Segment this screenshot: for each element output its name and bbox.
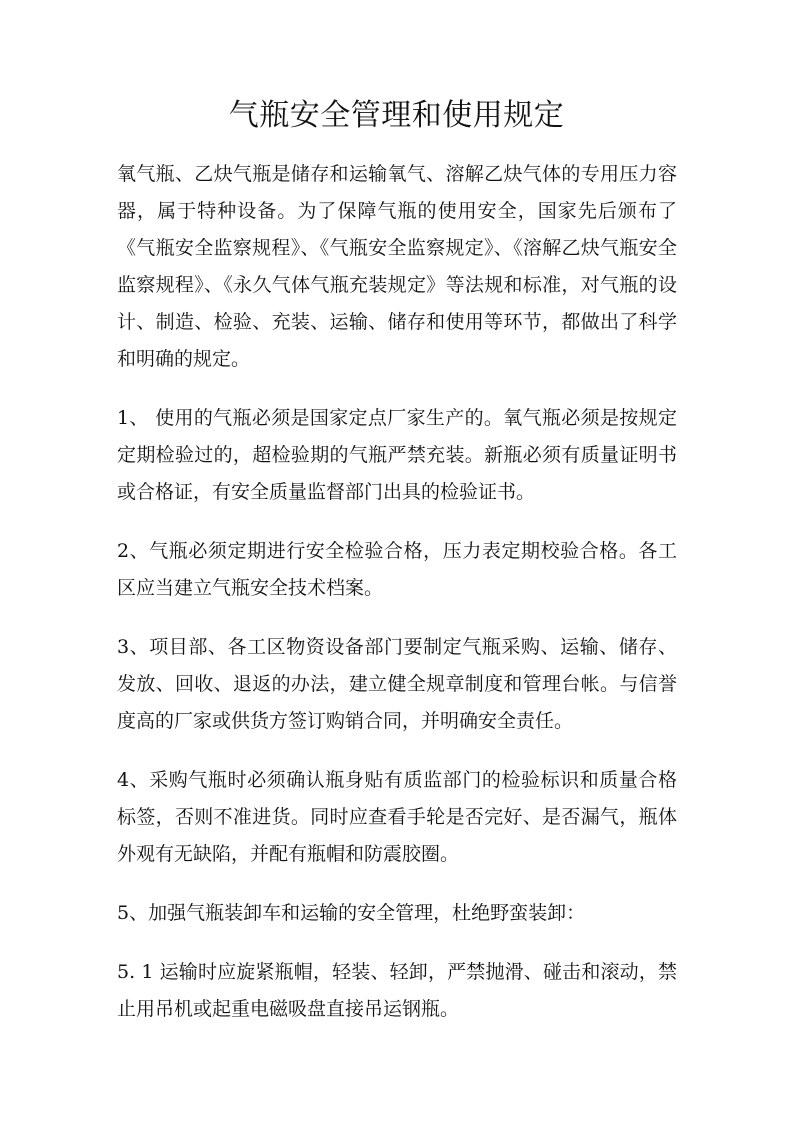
paragraph-item-5-1: 5. 1 运输时应旋紧瓶帽，轻装、轻卸，严禁抛滑、碰击和滚动，禁止用吊机或起重电磁吸盘直接吊运钢瓶。: [117, 961, 677, 1020]
paragraph-item-3: 3、项目部、各工区物资设备部门要制定气瓶采购、运输、储存、发放、回收、退返的办法，建立健全规章制度和管理台帐。与信誉度高的厂家或供货方签订购销合同，并明确安全责任。: [117, 636, 677, 732]
paragraph-intro: 氧气瓶、乙炔气瓶是储存和运输氧气、溶解乙炔气体的专用压力容器，属于特种设备。为了保障气瓶的使用安全，国家先后颁布了《气瓶安全监察规程》、《气瓶安全监察规定》、《溶解乙炔气瓶安全监察规程》、《永久气体气瓶充装规定》等法规和标准，对气瓶的设计、制造、检验、充装、运输、储存和使用等环节，都做出了科学和明确的规定。: [117, 163, 677, 370]
document-title: 气瓶安全管理和使用规定: [228, 98, 565, 133]
paragraph-item-5: 5、加强气瓶装卸车和运输的安全管理，杜绝野蛮装卸：: [117, 902, 586, 924]
paragraph-item-1: 1、 使用的气瓶必须是国家定点厂家生产的。氧气瓶必须是按规定定期检验过的，超检验期的气瓶严禁充装。新瓶必须有质量证明书或合格证，有安全质量监督部门出具的检验证书。: [117, 407, 677, 503]
paragraph-item-2: 2、气瓶必须定期进行安全检验合格，压力表定期校验合格。各工区应当建立气瓶安全技术档案。: [117, 540, 677, 599]
paragraph-item-4: 4、采购气瓶时必须确认瓶身贴有质监部门的检验标识和质量合格标签，否则不准进货。同时应查看手轮是否完好、是否漏气，瓶体外观有无缺陷，并配有瓶帽和防震胶圈。: [117, 769, 677, 865]
document-body: [117, 156, 677, 1050]
